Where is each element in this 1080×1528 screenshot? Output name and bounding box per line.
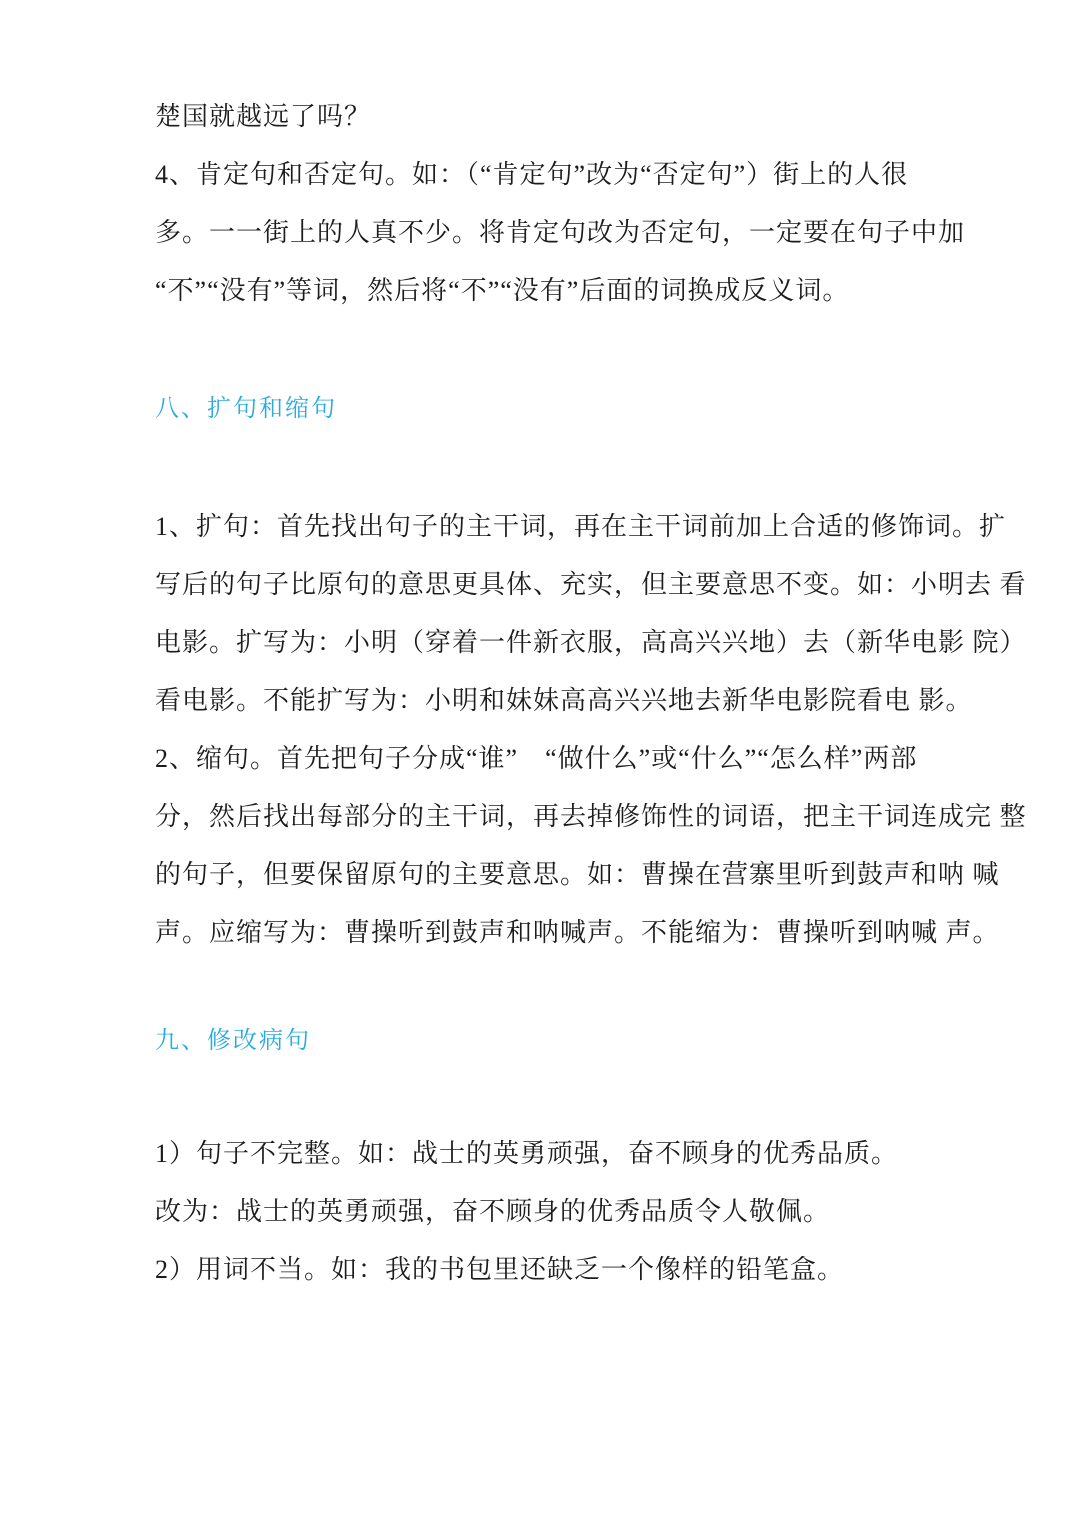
- section-fix-sentences-paragraph: [155, 1125, 950, 1299]
- section-heading-expand-contract: 八、扩句和缩句: [155, 396, 337, 422]
- text-line: 看电影。不能扩写为：小明和妹妹高高兴兴地去新华电影院看电 影。: [155, 686, 973, 715]
- text-line: 2）用词不当。如：我的书包里还缺乏一个像样的铅笔盒。: [155, 1255, 845, 1284]
- intro-paragraph: [155, 88, 966, 320]
- text-line: “不”“没有”等词，然后将“不”“没有”后面的词换成反义词。: [155, 276, 850, 305]
- text-line: 多。一一街上的人真不少。将肯定句改为否定句，一定要在句子中加: [155, 218, 966, 247]
- section-expand-contract-paragraph: [155, 498, 1027, 962]
- text-line: 写后的句子比原句的意思更具体、充实，但主要意思不变。如：小明去 看: [155, 570, 1027, 599]
- text-line: 1）句子不完整。如：战士的英勇顽强，奋不顾身的优秀品质。: [155, 1139, 899, 1168]
- text-line: 分，然后找出每部分的主干词，再去掉修饰性的词语，把主干词连成完 整: [155, 802, 1027, 831]
- text-line: 改为：战士的英勇顽强，奋不顾身的优秀品质令人敬佩。: [155, 1197, 831, 1226]
- text-line: 楚国就越远了吗？: [155, 102, 372, 131]
- text-line: 声。应缩写为：曹操听到鼓声和呐喊声。不能缩为：曹操听到呐喊 声。: [155, 918, 1000, 947]
- text-line: 2、缩句。首先把句子分成“谁” “做什么”或“什么”“怎么样”两部: [155, 744, 918, 773]
- text-line: 的句子，但要保留原句的主要意思。如：曹操在营寨里听到鼓声和呐 喊: [155, 860, 1000, 889]
- text-line: 4、肯定句和否定句。如：（“肯定句”改为“否定句”）街上的人很: [155, 160, 909, 189]
- text-line: 1、扩句：首先找出句子的主干词，再在主干词前加上合适的修饰词。扩: [155, 512, 1007, 541]
- section-heading-fix-sentences: 九、修改病句: [155, 1028, 311, 1054]
- text-line: 电影。扩写为：小明（穿着一件新衣服，高高兴兴地）去（新华电影 院）: [155, 628, 1027, 657]
